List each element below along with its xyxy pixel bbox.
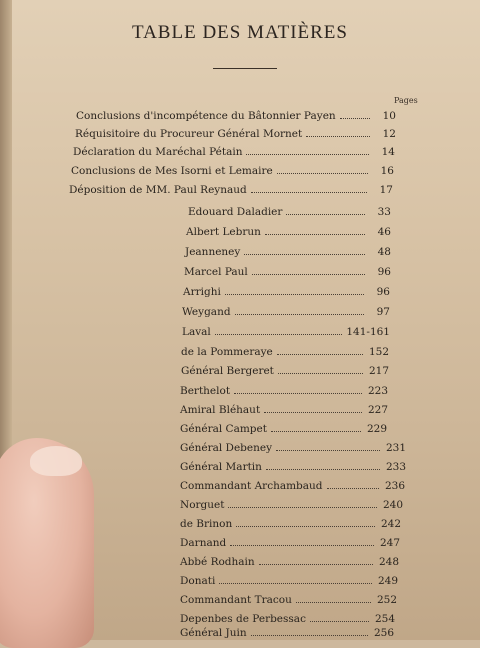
leader-dots	[236, 517, 375, 527]
leader-dots	[310, 612, 369, 622]
pages-column-header: Pages	[394, 96, 418, 105]
toc-entry-page: 231	[385, 442, 406, 454]
leader-dots	[251, 626, 368, 636]
toc-entry-page: 223	[367, 385, 388, 397]
leader-dots	[228, 498, 377, 508]
toc-entry-label: Conclusions de Mes Isorni et Lemaire	[71, 165, 273, 177]
toc-entry-page: 256	[373, 627, 394, 639]
toc-entry-page: 141-161	[346, 326, 390, 338]
toc-entry-page: 217	[368, 365, 389, 377]
toc-entry	[180, 517, 401, 531]
toc-entry	[180, 441, 406, 455]
toc-entry-label: Depenbes de Perbessac	[180, 613, 306, 625]
leader-dots	[265, 225, 365, 235]
toc-entry	[180, 498, 403, 512]
leader-dots	[266, 460, 380, 470]
toc-entry-page: 14	[381, 146, 395, 158]
toc-entry-page: 236	[384, 480, 405, 492]
leader-dots	[306, 127, 370, 137]
toc-entry-page: 242	[380, 518, 401, 530]
leader-dots	[276, 441, 380, 451]
toc-entry-page: 233	[385, 461, 406, 473]
toc-entry-label: Weygand	[182, 306, 231, 318]
leader-dots	[235, 305, 364, 315]
leader-dots	[215, 325, 343, 335]
toc-entry-label: Général Juin	[180, 627, 247, 639]
toc-entry-label: Berthelot	[180, 385, 231, 397]
leader-dots	[230, 536, 374, 546]
toc-entry	[180, 612, 395, 626]
toc-entry	[180, 574, 398, 588]
toc-entry-page: 17	[379, 184, 393, 196]
toc-entry-page: 227	[367, 404, 388, 416]
leader-dots	[264, 403, 362, 413]
toc-entry-page: 248	[378, 556, 399, 568]
toc-entry	[184, 265, 391, 279]
toc-entry-label: Déposition de MM. Paul Reynaud	[69, 184, 247, 196]
toc-entry	[76, 109, 396, 123]
toc-entry	[180, 536, 400, 550]
page-title: TABLE DES MATIÈRES	[132, 22, 348, 43]
toc-entry-page: 96	[376, 286, 390, 298]
leader-dots	[327, 479, 379, 489]
toc-entry-label: Edouard Daladier	[188, 206, 283, 218]
toc-entry-label: Amiral Bléhaut	[180, 404, 261, 416]
leader-dots	[277, 345, 363, 355]
leader-dots	[296, 593, 371, 603]
toc-entry	[188, 205, 391, 219]
toc-entry-label: Réquisitoire du Procureur Général Mornet	[75, 128, 303, 140]
toc-entry-label: Commandant Tracou	[180, 594, 292, 606]
toc-entry-page: 152	[368, 346, 389, 358]
leader-dots	[244, 245, 365, 255]
toc-entry-page: 247	[379, 537, 400, 549]
toc-entry	[186, 225, 391, 239]
toc-entry-label: Commandant Archambaud	[180, 480, 323, 492]
toc-entry-page: 229	[366, 423, 387, 435]
toc-entry	[182, 305, 390, 319]
toc-entry	[180, 403, 388, 417]
toc-entry-label: Général Campet	[180, 423, 267, 435]
leader-dots	[225, 285, 364, 295]
toc-entry	[180, 626, 394, 640]
toc-entry	[181, 345, 389, 359]
leader-dots	[340, 109, 370, 119]
toc-entry	[75, 127, 396, 141]
leader-dots	[252, 265, 365, 275]
leader-dots	[219, 574, 372, 584]
toc-entry	[180, 555, 399, 569]
toc-entry	[185, 245, 391, 259]
toc-entry-label: Marcel Paul	[184, 266, 248, 278]
toc-entry-label: Général Debeney	[180, 442, 273, 454]
toc-entry	[181, 364, 389, 378]
toc-entry	[71, 164, 394, 178]
toc-entry-label: de la Pommeraye	[181, 346, 273, 358]
toc-entry	[180, 460, 406, 474]
toc-entry-label: Donati	[180, 575, 216, 587]
leader-dots	[246, 145, 369, 155]
toc-entry-label: Albert Lebrun	[186, 226, 261, 238]
leader-dots	[251, 183, 367, 193]
toc-entry	[183, 285, 390, 299]
toc-entry-label: Déclaration du Maréchal Pétain	[73, 146, 243, 158]
toc-entry-page: 48	[377, 246, 391, 258]
toc-entry	[180, 384, 388, 398]
toc-entry-page: 33	[377, 206, 391, 218]
leader-dots	[234, 384, 362, 394]
toc-entry-page: 96	[377, 266, 391, 278]
toc-entry-label: de Brinon	[180, 518, 233, 530]
toc-entry-label: Laval	[182, 326, 211, 338]
toc-entry-page: 97	[376, 306, 390, 318]
leader-dots	[271, 422, 361, 432]
toc-entry-label: Général Martin	[180, 461, 262, 473]
toc-entry-label: Conclusions d'incompétence du Bâtonnier Payen	[76, 110, 336, 122]
toc-entry	[69, 183, 393, 197]
leader-dots	[259, 555, 373, 565]
toc-entry	[180, 479, 405, 493]
leader-dots	[277, 164, 368, 174]
title-rule	[213, 68, 277, 69]
toc-entry-label: Darnand	[180, 537, 227, 549]
toc-entry	[182, 325, 390, 339]
toc-entry-page: 12	[382, 128, 396, 140]
toc-entry-label: Arrighi	[183, 286, 221, 298]
leader-dots	[286, 205, 365, 215]
toc-entry	[180, 422, 387, 436]
toc-entry-label: Général Bergeret	[181, 365, 274, 377]
toc-entry-label: Jeanneney	[185, 246, 241, 258]
toc-entry-page: 240	[382, 499, 403, 511]
thumbnail	[30, 446, 82, 476]
toc-entry-page: 254	[374, 613, 395, 625]
toc-entry	[73, 145, 395, 159]
leader-dots	[278, 364, 363, 374]
toc-entry-label: Abbé Rodhain	[180, 556, 255, 568]
toc-entry-page: 16	[380, 165, 394, 177]
toc-entry-label: Norguet	[180, 499, 225, 511]
toc-entry-page: 249	[377, 575, 398, 587]
toc-entry-page: 10	[382, 110, 396, 122]
toc-entry-page: 252	[376, 594, 397, 606]
toc-entry	[180, 593, 397, 607]
toc-entry-page: 46	[377, 226, 391, 238]
